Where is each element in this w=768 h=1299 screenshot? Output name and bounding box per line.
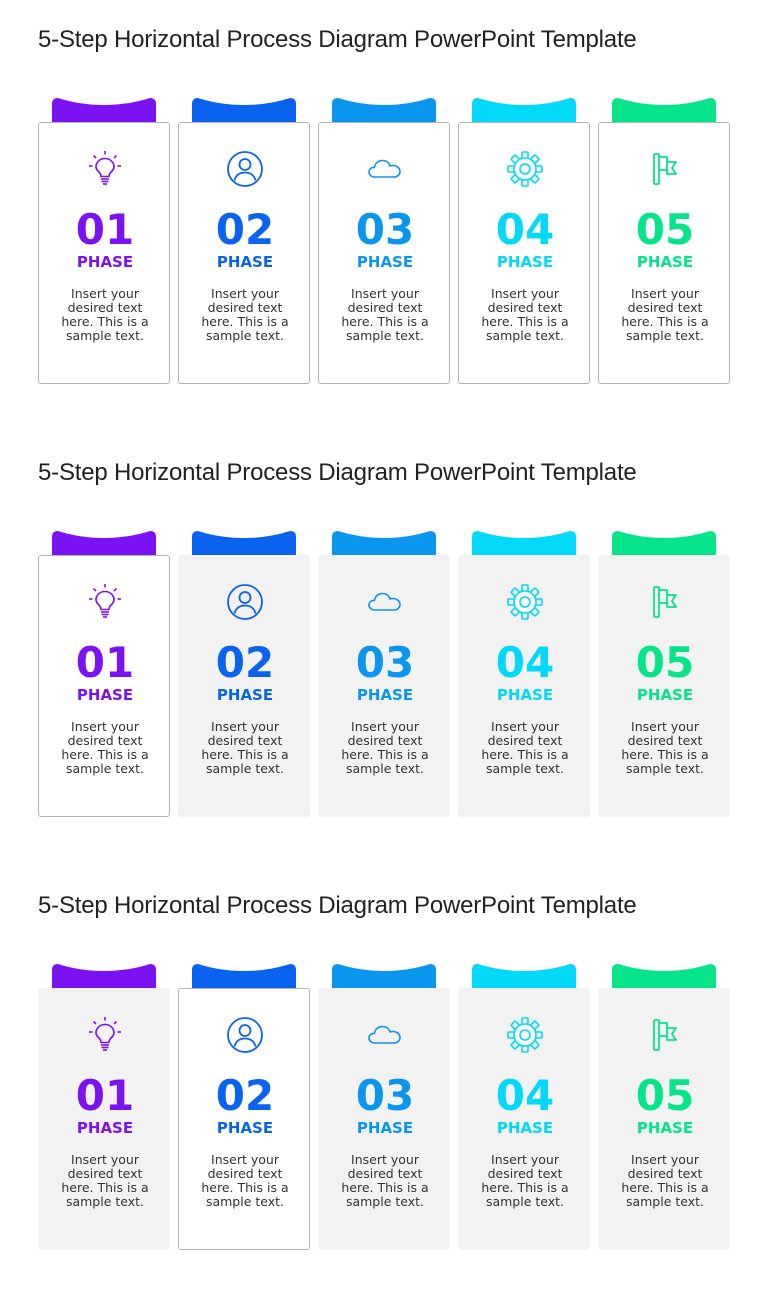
phase-card-03 bbox=[318, 96, 450, 384]
phase-card-02 bbox=[178, 962, 310, 1250]
phase-label: PHASE bbox=[76, 253, 134, 271]
phase-description: Insert your desired text here. This is a sample text. bbox=[201, 286, 289, 343]
phase-card-05 bbox=[598, 96, 730, 384]
phase-card-02 bbox=[178, 529, 310, 817]
cloud-icon bbox=[365, 1015, 405, 1055]
phase-card-body bbox=[458, 988, 590, 1250]
phase-card-body bbox=[38, 988, 170, 1250]
phase-label: PHASE bbox=[496, 686, 554, 704]
phase-number: 05 bbox=[635, 638, 695, 687]
phase-card-body bbox=[38, 555, 170, 817]
phase-description: Insert your desired text here. This is a sample text. bbox=[481, 719, 569, 776]
phase-number: 02 bbox=[215, 205, 275, 254]
process-slide bbox=[0, 866, 768, 1299]
phase-number: 03 bbox=[355, 1071, 415, 1120]
slide-title: 5-Step Horizontal Process Diagram PowerPoint Template bbox=[38, 26, 637, 53]
cloud-icon bbox=[365, 149, 405, 189]
phase-card-body bbox=[458, 122, 590, 384]
phase-number: 05 bbox=[635, 205, 695, 254]
phase-description: Insert your desired text here. This is a sample text. bbox=[621, 1152, 709, 1209]
phase-number: 02 bbox=[215, 638, 275, 687]
phase-card-05 bbox=[598, 529, 730, 817]
phase-label: PHASE bbox=[636, 253, 694, 271]
phase-label: PHASE bbox=[356, 686, 414, 704]
phase-card-body bbox=[318, 988, 450, 1250]
phase-label: PHASE bbox=[216, 1119, 274, 1137]
user-icon bbox=[225, 149, 265, 189]
phase-label: PHASE bbox=[636, 1119, 694, 1137]
phase-card-01 bbox=[38, 529, 170, 817]
phase-label: PHASE bbox=[356, 1119, 414, 1137]
phase-description: Insert your desired text here. This is a sample text. bbox=[621, 719, 709, 776]
phase-label: PHASE bbox=[216, 253, 274, 271]
phase-card-03 bbox=[318, 529, 450, 817]
phase-card-03 bbox=[318, 962, 450, 1250]
phase-label: PHASE bbox=[636, 686, 694, 704]
phase-description: Insert your desired text here. This is a sample text. bbox=[341, 286, 429, 343]
gear-icon bbox=[505, 149, 545, 189]
slide-title: 5-Step Horizontal Process Diagram PowerPoint Template bbox=[38, 459, 637, 486]
phase-number: 03 bbox=[355, 205, 415, 254]
phase-description: Insert your desired text here. This is a sample text. bbox=[61, 1152, 149, 1209]
phase-number: 03 bbox=[355, 638, 415, 687]
phase-card-body bbox=[178, 555, 310, 817]
phase-label: PHASE bbox=[76, 686, 134, 704]
phase-description: Insert your desired text here. This is a sample text. bbox=[481, 1152, 569, 1209]
phase-description: Insert your desired text here. This is a sample text. bbox=[201, 1152, 289, 1209]
phase-card-body bbox=[178, 122, 310, 384]
lightbulb-icon bbox=[85, 149, 125, 189]
phase-description: Insert your desired text here. This is a sample text. bbox=[341, 719, 429, 776]
phase-label: PHASE bbox=[496, 1119, 554, 1137]
phase-card-05 bbox=[598, 962, 730, 1250]
phase-card-body bbox=[318, 122, 450, 384]
phase-label: PHASE bbox=[356, 253, 414, 271]
cloud-icon bbox=[365, 582, 405, 622]
flag-icon bbox=[645, 1015, 685, 1055]
lightbulb-icon bbox=[85, 582, 125, 622]
phase-card-body bbox=[178, 988, 310, 1250]
phase-number: 01 bbox=[75, 1071, 135, 1120]
phase-description: Insert your desired text here. This is a sample text. bbox=[481, 286, 569, 343]
phase-description: Insert your desired text here. This is a sample text. bbox=[201, 719, 289, 776]
phase-card-04 bbox=[458, 529, 590, 817]
phase-card-body bbox=[598, 988, 730, 1250]
flag-icon bbox=[645, 149, 685, 189]
phase-card-01 bbox=[38, 96, 170, 384]
phase-number: 01 bbox=[75, 205, 135, 254]
phase-description: Insert your desired text here. This is a sample text. bbox=[61, 286, 149, 343]
phase-number: 05 bbox=[635, 1071, 695, 1120]
phase-card-04 bbox=[458, 96, 590, 384]
phase-card-01 bbox=[38, 962, 170, 1250]
user-icon bbox=[225, 582, 265, 622]
phase-number: 04 bbox=[495, 1071, 555, 1120]
phase-label: PHASE bbox=[496, 253, 554, 271]
flag-icon bbox=[645, 582, 685, 622]
process-slide bbox=[0, 0, 768, 433]
process-slide bbox=[0, 433, 768, 866]
phase-description: Insert your desired text here. This is a sample text. bbox=[341, 1152, 429, 1209]
phase-number: 02 bbox=[215, 1071, 275, 1120]
gear-icon bbox=[505, 1015, 545, 1055]
phase-card-body bbox=[318, 555, 450, 817]
lightbulb-icon bbox=[85, 1015, 125, 1055]
phase-label: PHASE bbox=[216, 686, 274, 704]
phase-card-04 bbox=[458, 962, 590, 1250]
phase-number: 01 bbox=[75, 638, 135, 687]
phase-card-body bbox=[38, 122, 170, 384]
phase-card-body bbox=[458, 555, 590, 817]
phase-card-02 bbox=[178, 96, 310, 384]
gear-icon bbox=[505, 582, 545, 622]
phase-description: Insert your desired text here. This is a sample text. bbox=[621, 286, 709, 343]
phase-description: Insert your desired text here. This is a sample text. bbox=[61, 719, 149, 776]
user-icon bbox=[225, 1015, 265, 1055]
phase-label: PHASE bbox=[76, 1119, 134, 1137]
phase-card-body bbox=[598, 555, 730, 817]
phase-number: 04 bbox=[495, 205, 555, 254]
phase-number: 04 bbox=[495, 638, 555, 687]
phase-card-body bbox=[598, 122, 730, 384]
slide-title: 5-Step Horizontal Process Diagram PowerPoint Template bbox=[38, 892, 637, 919]
